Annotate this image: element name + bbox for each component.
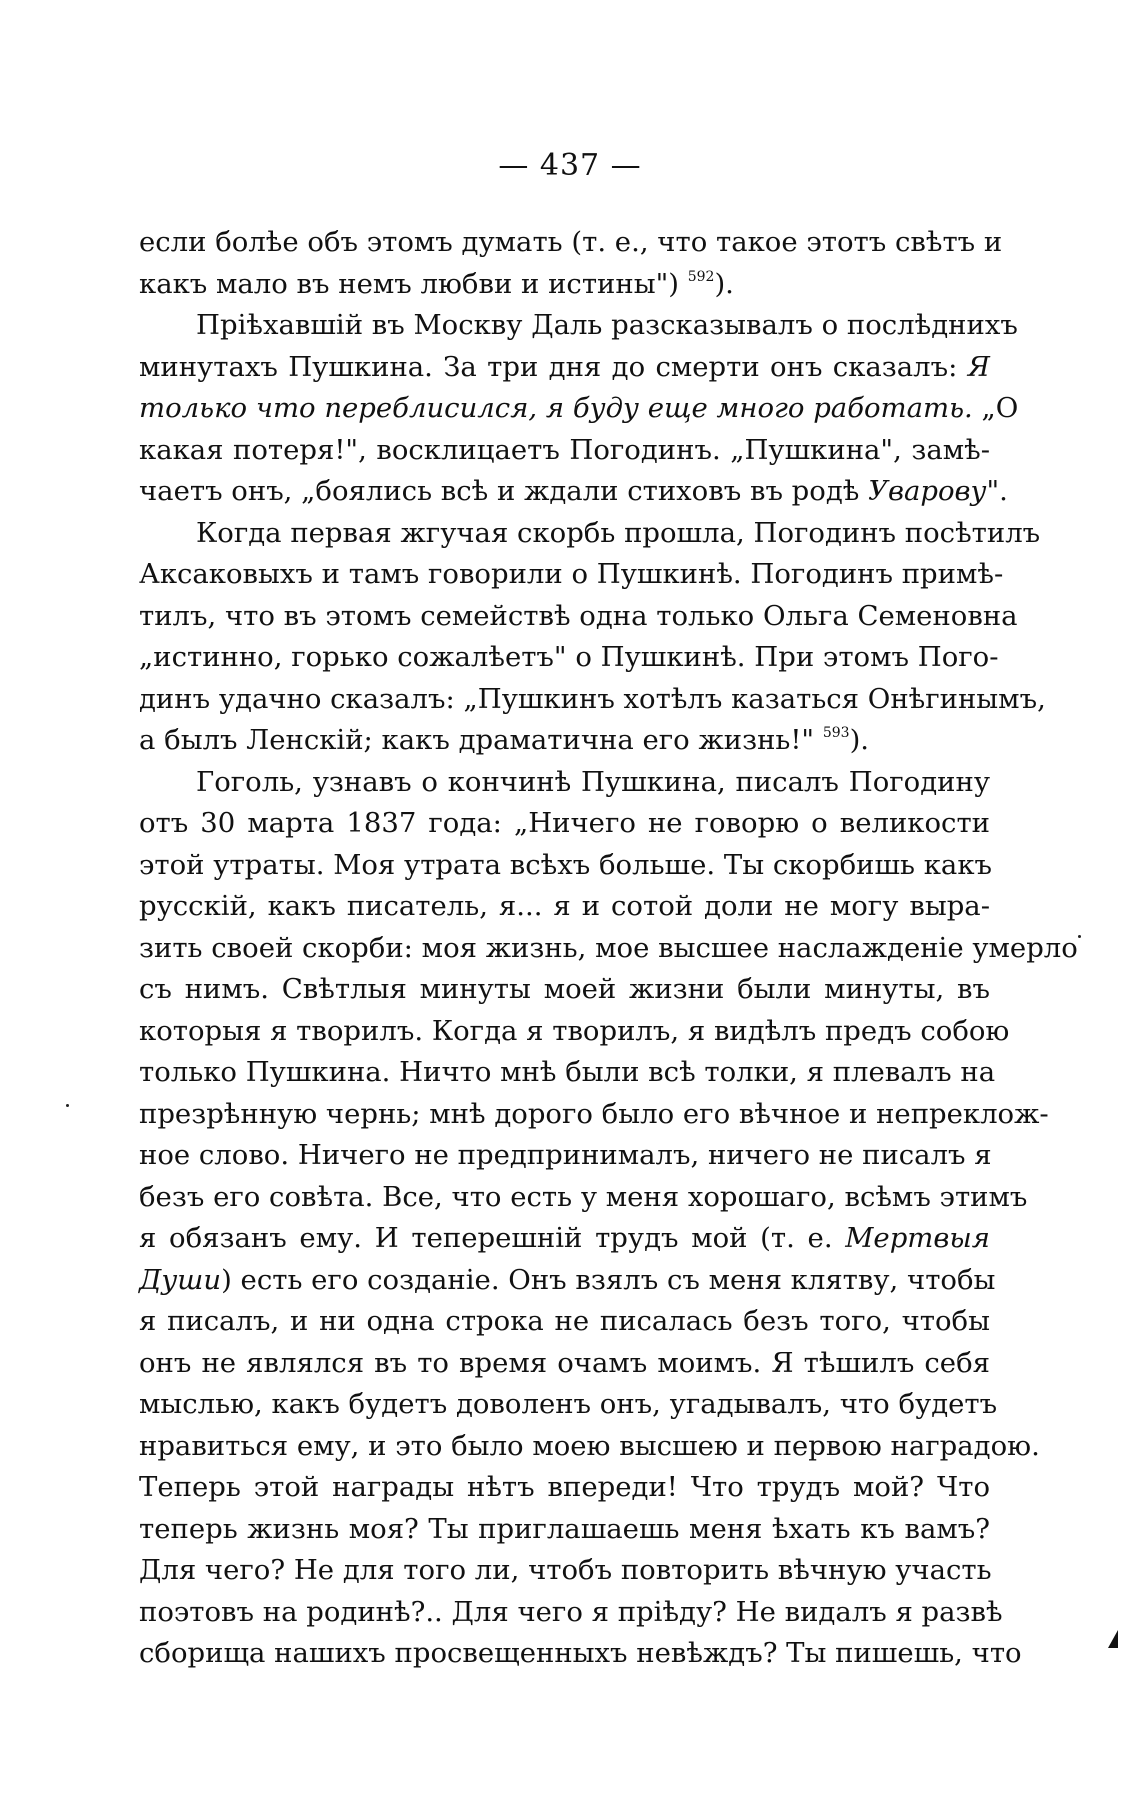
paragraph	[139, 513, 1046, 762]
italic-text: Я	[967, 350, 990, 383]
text-line: теперь жизнь моя? Ты приглашаешь меня ѣхать къ вамъ?	[139, 1512, 990, 1545]
footnote-ref: 593	[822, 725, 850, 741]
speck	[1078, 935, 1081, 938]
text-line: какъ мало въ немъ любви и истины") $^{592}$).	[139, 267, 734, 300]
italic-text: Души	[139, 1263, 222, 1296]
corner-mark	[1108, 1630, 1118, 1648]
page-number: — 437 —	[498, 148, 642, 183]
text-line: Души) есть его созданіе. Онъ взялъ съ меня клятву, чтобы	[139, 1263, 996, 1296]
paragraph	[139, 762, 1078, 1675]
text-line: Когда первая жгучая скорбь прошла, Погодинъ посѣтилъ	[196, 516, 1041, 549]
text-line: а былъ Ленскій; какъ драматична его жизнь!" $^{593}$).	[139, 724, 870, 756]
paragraph	[139, 305, 1019, 513]
text-line: онъ не являлся въ то время очамъ моимъ. Я тѣшилъ себя	[139, 1346, 990, 1379]
text-line: презрѣнную чернь; мнѣ дорого было его вѣчное и непреклож-	[139, 1097, 1049, 1130]
italic-text: только что переблисился, я буду еще много работать.	[139, 392, 973, 424]
text-line: „истинно, горько сожалѣетъ" о Пушкинѣ. При этомъ Пого-	[139, 641, 999, 673]
text-line: сборища нашихъ просвещенныхъ невѣждъ? Ты пишешь, что	[139, 1637, 1022, 1669]
text-line: Для чего? Не для того ли, чтобъ повторить вѣчную участь	[139, 1554, 992, 1586]
text-line: зить своей скорби: моя жизнь, мое высшее наслажденіе умерло	[139, 931, 1078, 964]
text-line: Пріѣхавшій въ Москву Даль разсказывалъ о послѣднихъ	[196, 309, 1018, 341]
text-line: нравиться ему, и это было моею высшею и первою наградою.	[139, 1429, 1040, 1462]
text-line: если болѣе объ этомъ думать (т. е., что такое этотъ свѣтъ и	[139, 226, 1003, 258]
text-line: только Пушкина. Ничто мнѣ были всѣ толки, я плевалъ на	[139, 1056, 996, 1088]
text-line: тилъ, что въ этомъ семействѣ одна только Ольга Семеновна	[139, 599, 1018, 632]
text-line: Теперь этой награды нѣтъ впереди! Что трудъ мой? Что	[139, 1471, 990, 1503]
text-line: какая потеря!", восклицаетъ Погодинъ. „Пушкина", замѣ-	[139, 433, 990, 466]
italic-text: Уварову	[868, 475, 987, 507]
text-line: этой утраты. Моя утрата всѣхъ больше. Ты скорбишь какъ	[139, 848, 993, 881]
text-line: отъ 30 марта 1837 года: „Ничего не говорю о великости	[139, 807, 990, 839]
text-line: съ нимъ. Свѣтлыя минуты моей жизни были минуты, въ	[139, 973, 990, 1005]
text-line: Гоголь, узнавъ о кончинѣ Пушкина, писалъ Погодину	[196, 765, 990, 798]
text-line: я писалъ, и ни одна строка не писалась безъ того, чтобы	[139, 1305, 990, 1337]
text-line: я обязанъ ему. И теперешній трудъ мой (т. е. Мертвыя	[139, 1222, 990, 1254]
speck	[66, 1104, 69, 1107]
text-line: ное слово. Ничего не предпринималъ, ничего не писалъ я	[139, 1139, 992, 1171]
body-text	[139, 222, 1078, 1675]
italic-text: Мертвыя	[845, 1222, 990, 1254]
text-line: динъ удачно сказалъ: „Пушкинъ хотѣлъ казаться Онѣгинымъ,	[139, 682, 1046, 715]
text-line: только что переблисился, я буду еще много работать. „О	[139, 392, 1019, 424]
text-line: которыя я творилъ. Когда я творилъ, я видѣлъ предъ собою	[139, 1014, 1010, 1047]
text-line: Аксаковыхъ и тамъ говорили о Пушкинѣ. Погодинъ примѣ-	[139, 558, 1004, 590]
text-line: безъ его совѣта. Все, что есть у меня хорошаго, всѣмъ этимъ	[139, 1180, 1028, 1213]
text-line: мыслью, какъ будетъ доволенъ онъ, угадывалъ, что будетъ	[139, 1388, 998, 1420]
text-line: русскій, какъ писатель, я... я и сотой доли не могу выра-	[139, 890, 990, 922]
paragraph	[139, 222, 1003, 305]
text-line: минутахъ Пушкина. За три дня до смерти онъ сказалъ: Я	[139, 350, 990, 383]
footnote-ref: 592	[687, 268, 715, 285]
text-line: поэтовъ на родинѣ?.. Для чего я пріѣду? Не видалъ я развѣ	[139, 1595, 1003, 1628]
text-line: чаетъ онъ, „боялись всѣ и ждали стиховъ въ родѣ Уварову".	[139, 475, 1008, 507]
